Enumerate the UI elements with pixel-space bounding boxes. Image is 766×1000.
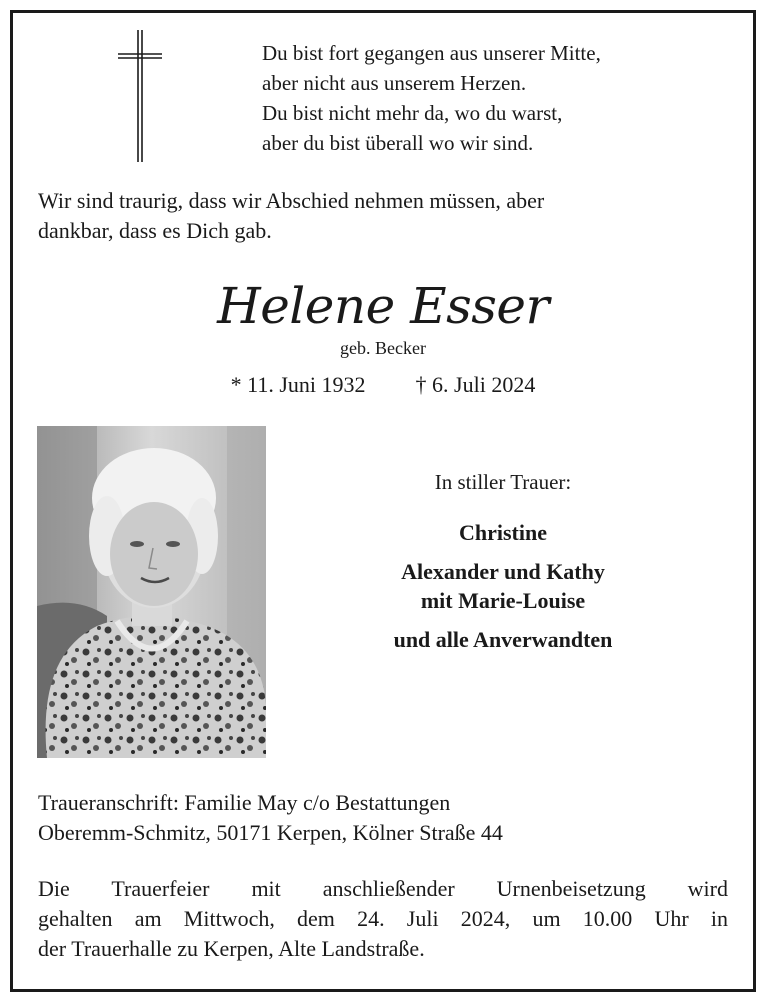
intro-line: dankbar, dass es Dich gab. <box>38 218 272 243</box>
mourning-address <box>38 788 728 848</box>
mourners-lead: In stiller Trauer: <box>434 470 572 494</box>
portrait-photo <box>37 426 266 758</box>
funeral-service-info <box>38 874 728 964</box>
mourner-name: Alexander und Kathy <box>401 559 605 584</box>
cross-icon <box>118 30 162 162</box>
address-line: Oberemm-Schmitz, 50171 Kerpen, Kölner Straße 44 <box>38 820 503 845</box>
intro-line: Wir sind traurig, dass wir Abschied nehmen müssen, aber <box>38 188 545 213</box>
mourner-name: mit Marie-Louise <box>420 588 586 613</box>
deceased-name: Helene Esser <box>217 277 549 335</box>
poem-line: aber du bist überall wo wir sind. <box>262 131 534 155</box>
birth-name: geb. Becker <box>340 338 426 358</box>
mourners-block <box>335 466 671 654</box>
service-line: gehalten am Mittwoch, dem 24. Juli 2024, um 10.00 Uhr in <box>38 906 728 931</box>
service-line: Die Trauerfeier mit anschließender Urnenbeisetzung wird <box>38 876 728 901</box>
mourner-name: und alle Anverwandten <box>393 627 613 652</box>
poem-line: aber nicht aus unserem Herzen. <box>262 71 527 95</box>
poem-line: Du bist nicht mehr da, wo du warst, <box>262 101 563 125</box>
life-dates <box>0 370 766 400</box>
address-line: Traueranschrift: Familie May c/o Bestattungen <box>38 790 451 815</box>
poem <box>262 38 742 158</box>
service-line: der Trauerhalle zu Kerpen, Alte Landstraße. <box>38 936 425 961</box>
mourner-name: Christine <box>459 520 547 545</box>
death-date: † 6. Juli 2024 <box>415 372 536 397</box>
poem-line: Du bist fort gegangen aus unserer Mitte, <box>262 41 601 65</box>
intro-text <box>38 186 728 246</box>
birth-date: * 11. Juni 1932 <box>230 372 366 397</box>
